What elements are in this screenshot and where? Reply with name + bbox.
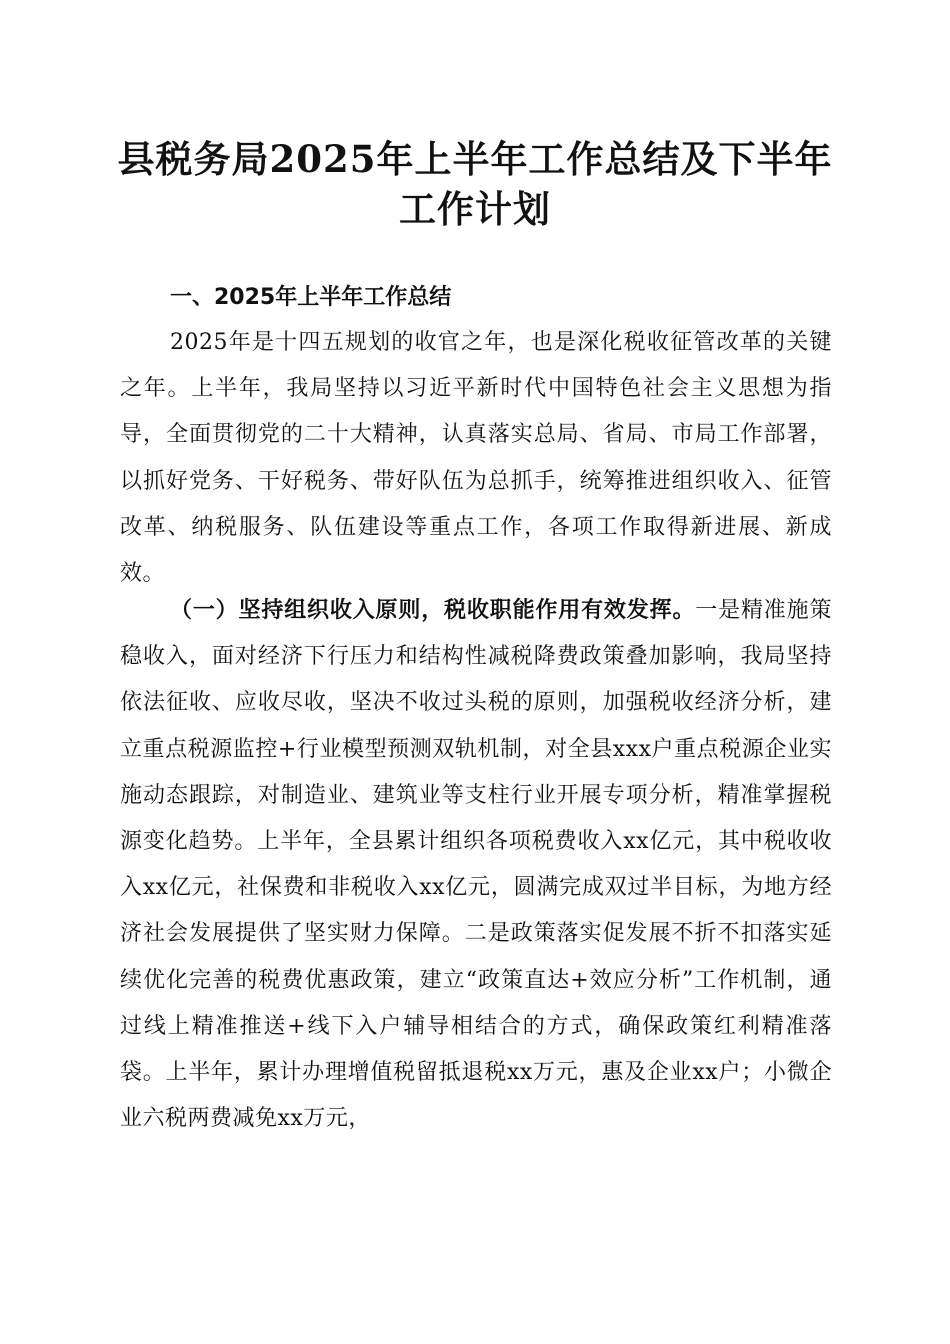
paragraph-lead: （一）坚持组织收入原则，税收职能作用有效发挥。 (170, 597, 696, 623)
paragraph-intro: 2025年是十四五规划的收官之年，也是深化税收征管改革的关键之年。上半年，我局坚持以习近平新时代中国特色社会主义思想为指导，全面贯彻党的二十大精神，认真落实总局、省局、市局工作部署，以抓好党务、干好税务、带好队伍为总抓手，统筹推进组织收入、征管改革、纳税服务、队伍建设等重点工作，各项工作取得新进展、新成效。 (120, 330, 832, 587)
paragraph-revenue (120, 587, 832, 1142)
paragraph-body: 一是精准施策稳收入，面对经济下行压力和结构性减税降费政策叠加影响，我局坚持依法征收、应收尽收，坚决不收过头税的原则，加强税收经济分析，建立重点税源监控+行业模型预测双轨机制，对全县xxx户重点税源企业实施动态跟踪，对制造业、建筑业等支柱行业开展专项分析，精准掌握税源变化趋势。上半年，全县累计组织各项税费收入xx亿元，其中税收收入xx亿元，社保费和非税收入xx亿元，圆满完成双过半目标，为地方经济社会发展提供了坚实财力保障。二是政策落实促发展不折不扣落实延续优化完善的税费优惠政策，建立“政策直达+效应分析”工作机制，通过线上精准推送+线下入户辅导相结合的方式，确保政策红利精准落袋。上半年，累计办理增值税留抵退税xx万元，惠及企业xx户；小微企业六税两费减免xx万元， (120, 598, 832, 1132)
document-title: 县税务局2025年上半年工作总结及下半年工作计划 (117, 137, 833, 231)
section-heading: 一、2025年上半年工作总结 (170, 285, 452, 310)
